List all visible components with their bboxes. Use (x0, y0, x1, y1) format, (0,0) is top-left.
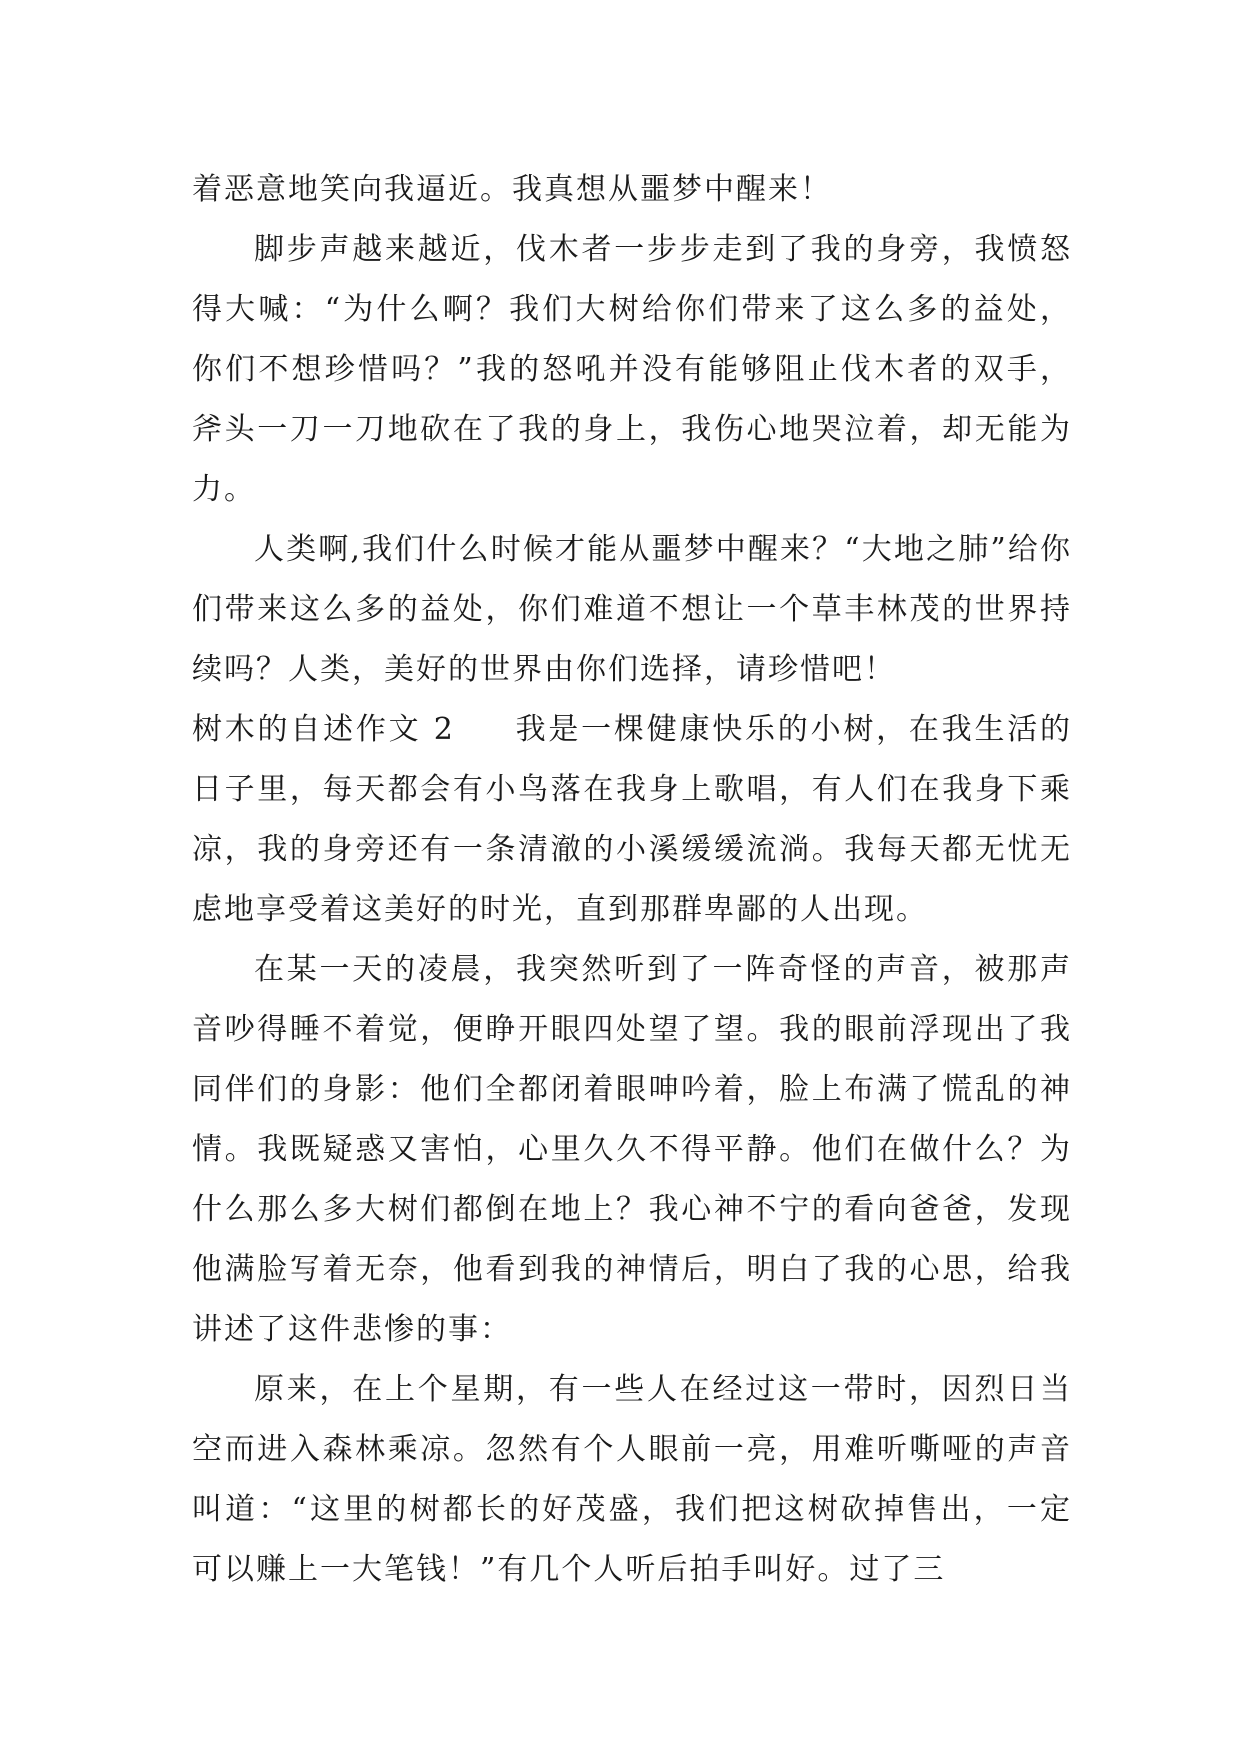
section-first-paragraph: 我是一棵健康快乐的小树，在我生活的日子里，每天都会有小鸟落在我身上歌唱，有人们在我身下乘凉，我的身旁还有一条清澈的小溪缓缓流淌。我每天都无忧无虑地享受着这美好的时光，直到那群卑鄙的人出现。 (192, 712, 1073, 927)
paragraph-humanity-appeal: 人类啊,我们什么时候才能从噩梦中醒来？“大地之肺”给你们带来这么多的益处，你们难道不想让一个草丰林茂的世界持续吗？人类，美好的世界由你们选择，请珍惜吧！ (192, 532, 1072, 687)
section-title: 树木的自述作文 2 (192, 712, 455, 747)
section-heading-paragraph (192, 700, 1072, 940)
paragraph-last-week: 原来，在上个星期，有一些人在经过这一带时，因烈日当空而进入森林乘凉。忽然有个人眼前一亮，用难听嘶哑的声音叫道：“这里的树都长的好茂盛，我们把这树砍掉售出，一定可以赚上一大笔钱！”有几个人听后拍手叫好。过了三 (192, 1372, 1072, 1587)
paragraph-woodcutter: 脚步声越来越近，伐木者一步步走到了我的身旁，我愤怒得大喊：“为什么啊？我们大树给你们带来了这么多的益处，你们不想珍惜吗？”我的怒吼并没有能够阻止伐木者的双手，斧头一刀一刀地砍在了我的身上，我伤心地哭泣着，却无能为力。 (192, 232, 1072, 507)
paragraph-continuation: 着恶意地笑向我逼近。我真想从噩梦中醒来！ (192, 172, 832, 207)
paragraph-early-morning: 在某一天的凌晨，我突然听到了一阵奇怪的声音，被那声音吵得睡不着觉，便睁开眼四处望了望。我的眼前浮现出了我同伴们的身影：他们全都闭着眼呻吟着，脸上布满了慌乱的神情。我既疑惑又害怕，心里久久不得平静。他们在做什么？为什么那么多大树们都倒在地上？我心神不宁的看向爸爸，发现他满脸写着无奈，他看到我的神情后，明白了我的心思，给我讲述了这件悲惨的事： (192, 952, 1072, 1347)
document-body (192, 160, 1072, 1600)
